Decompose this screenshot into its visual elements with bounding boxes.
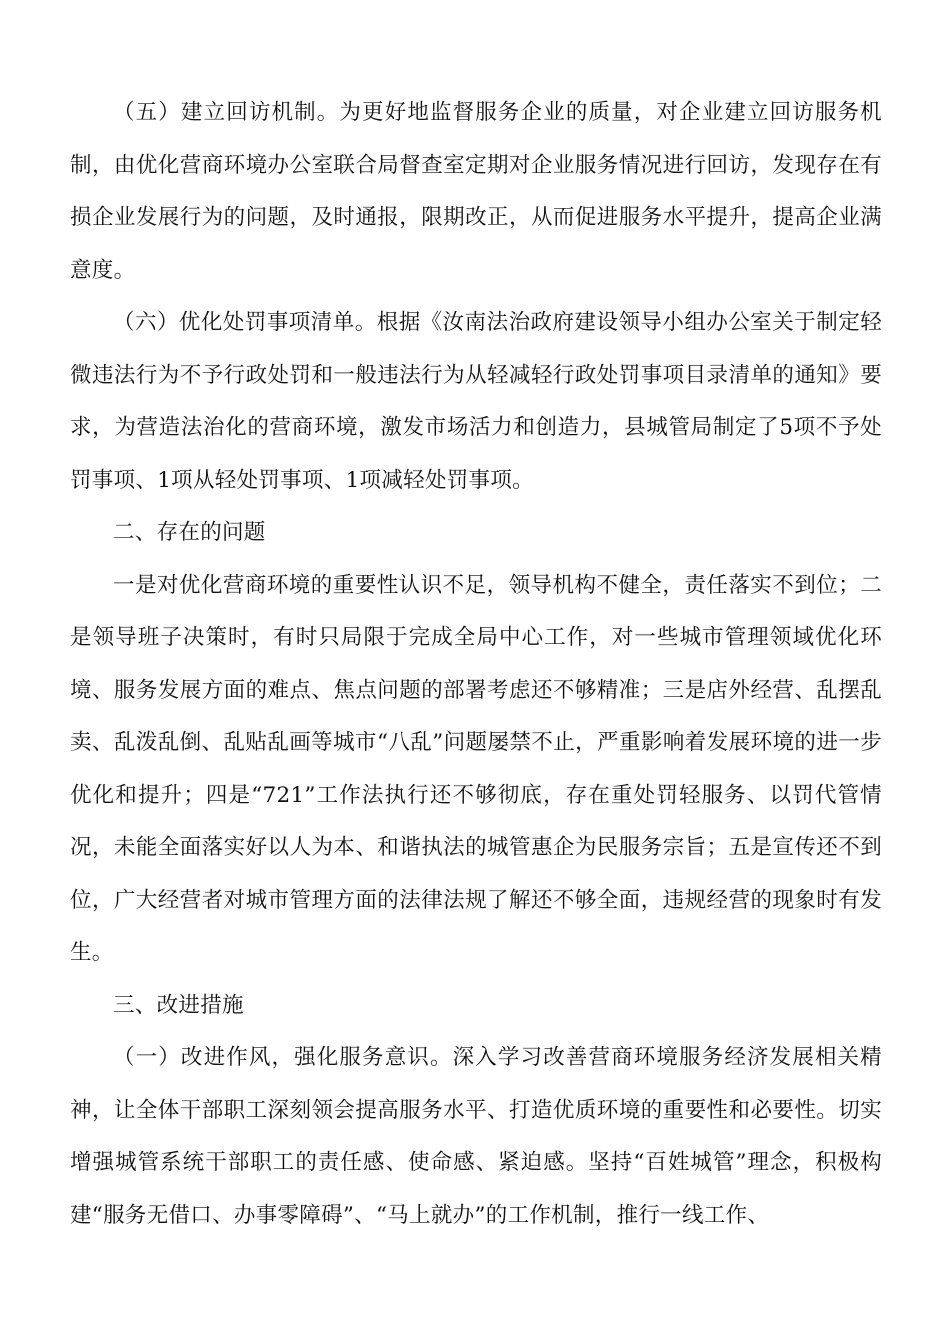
paragraph-return-visit-mechanism: （五）建立回访机制。为更好地监督服务企业的质量，对企业建立回访服务机制，由优化营商环境办公室联合局督查室定期对企业服务情况进行回访，发现存在有损企业发展行为的问题，及时通报，限期改正，从而促进服务水平提升，提高企业满意度。: [70, 100, 882, 283]
section-heading-improvement-measures: 三、改进措施: [113, 992, 244, 1018]
paragraph-improve-work-style: （一）改进作风，强化服务意识。深入学习改善营商环境服务经济发展相关精神，让全体干部职工深刻领会提高服务水平、打造优质环境的重要性和必要性。切实增强城管系统干部职工的责任感、使命感、紧迫感。坚持“百姓城管”理念，积极构建“服务无借口、办事零障碍”、“马上就办”的工作机制，推行一线工作、: [70, 1045, 882, 1228]
document-page: [70, 87, 882, 1242]
paragraph-penalty-list: （六）优化处罚事项清单。根据《汝南法治政府建设领导小组办公室关于制定轻微违法行为不予行政处罚和一般违法行为从轻减轻行政处罚事项目录清单的通知》要求，为营造法治化的营商环境，激发市场活力和创造力，县城管局制定了5项不予处罚事项、1项从轻处罚事项、1项减轻处罚事项。: [70, 310, 882, 493]
paragraph-problems-list: 一是对优化营商环境的重要性认识不足，领导机构不健全，责任落实不到位；二是领导班子决策时，有时只局限于完成全局中心工作，对一些城市管理领域优化环境、服务发展方面的难点、焦点问题的部署考虑还不够精准；三是店外经营、乱摆乱卖、乱泼乱倒、乱贴乱画等城市“八乱”问题屡禁不止，严重影响着发展环境的进一步优化和提升；四是“721”工作法执行还不够彻底，存在重处罚轻服务、以罚代管情况，未能全面落实好以人为本、和谐执法的城管惠企为民服务宗旨；五是宣传还不到位，广大经营者对城市管理方面的法律法规了解还不够全面，违规经营的现象时有发生。: [70, 572, 882, 965]
section-heading-existing-problems: 二、存在的问题: [113, 520, 266, 545]
